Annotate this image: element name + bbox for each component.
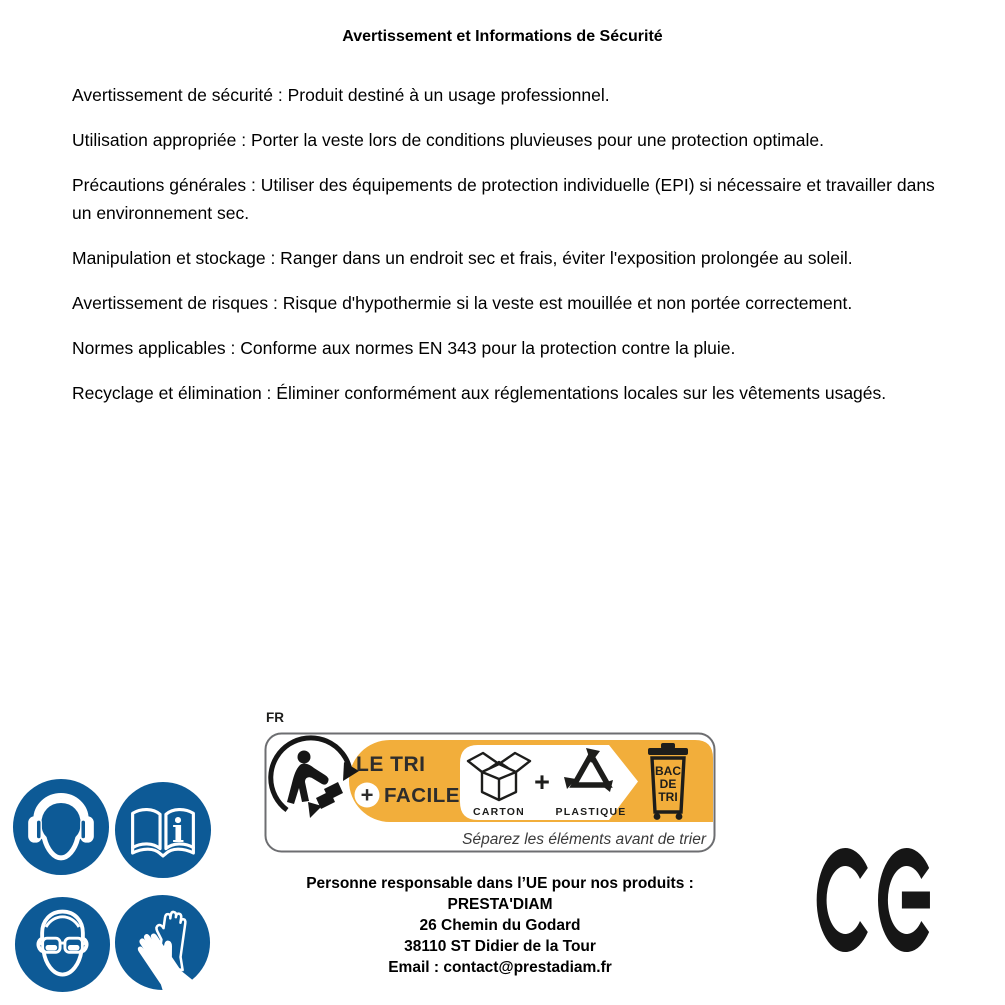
company-name: PRESTA'DIAM [447,896,553,913]
responsible-person-line: Personne responsable dans l’UE pour nos produits : [306,875,694,892]
manual-info-letter: i [172,811,185,850]
safety-paragraph: Précautions générales : Utiliser des équipements de protection individuelle (EPI) si nécessaire et travailler dans un environnement sec. [72,175,935,223]
ce-marking-icon [793,845,943,955]
page-title: Avertissement et Informations de Sécurité [342,28,663,45]
sorting-tagline: Séparez les éléments avant de trier [462,831,706,848]
safety-paragraph: Utilisation appropriée : Porter la veste lors de conditions pluvieuses pour une protection optimale. [72,130,824,150]
address-line-2: 38110 ST Didier de la Tour [404,938,596,955]
safety-paragraph: Avertissement de sécurité : Produit destiné à un usage professionnel. [72,85,610,105]
email-line: Email : contact@prestadiam.fr [388,959,612,976]
wear-ear-protection-icon [12,778,110,876]
address-line-1: 26 Chemin du Godard [419,917,581,934]
wear-eye-protection-icon [14,896,111,993]
read-instruction-manual-icon [114,781,212,879]
bin-text-line3: TRI [658,790,678,804]
headline-plus: + [360,782,374,808]
bin-text-line1: BAC [655,764,681,778]
carton-label: CARTON [473,806,525,818]
plus-sign: + [534,767,550,797]
safety-paragraph: Manipulation et stockage : Ranger dans un endroit sec et frais, éviter l'exposition prolongée au soleil. [72,248,853,268]
safety-text-block [72,81,942,424]
responsible-person-block [240,873,760,978]
headline-line2: FACILE [384,784,460,807]
safety-paragraph: Normes applicables : Conforme aux normes EN 343 pour la protection contre la pluie. [72,338,736,358]
wear-protective-gloves-icon [114,894,211,991]
plastique-label: PLASTIQUE [555,806,627,818]
recycling-label-country-code: FR [266,710,284,725]
bin-text-line2: DE [659,777,677,791]
safety-paragraph: Recyclage et élimination : Éliminer conformément aux réglementations locales sur les vêtements usagés. [72,383,887,403]
headline-line1: LE TRI [356,753,426,776]
info-tri-recycling-label [264,732,718,854]
safety-paragraph: Avertissement de risques : Risque d'hypothermie si la veste est mouillée et non portée correctement. [72,293,853,313]
